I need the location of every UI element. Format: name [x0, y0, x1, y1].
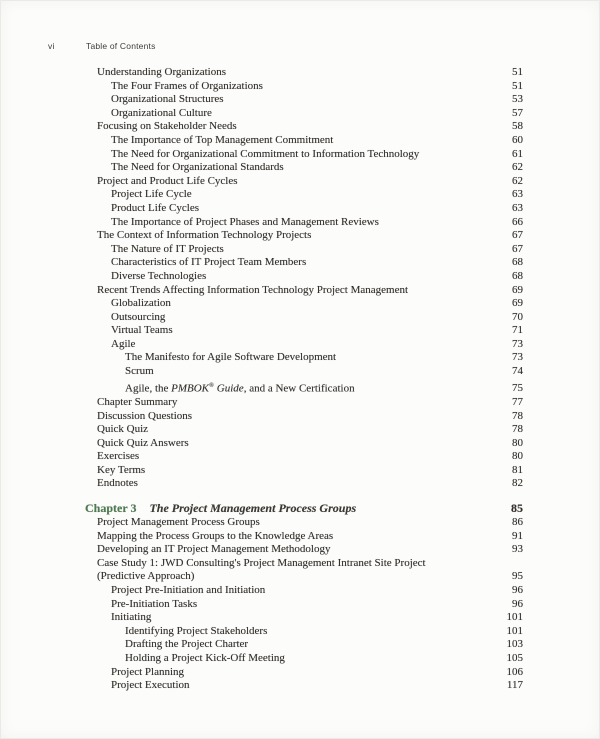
toc-entry-row: [85, 625, 523, 639]
toc-entry-title: Scrum: [125, 365, 154, 378]
chapter-title: The Project Management Process Groups: [149, 501, 357, 516]
toc-entry-page-number: 105: [506, 652, 523, 664]
toc-entry-row: [85, 256, 523, 270]
toc-entry-title: Quick Quiz: [97, 423, 149, 436]
toc-entry-row: [85, 611, 523, 625]
toc-entry-title: The Need for Organizational Standards: [111, 161, 284, 174]
toc-entry-title: Diverse Technologies: [111, 269, 207, 282]
toc-entry-title: Virtual Teams: [111, 324, 173, 337]
toc-entry-title-segment: PMBOK: [171, 382, 210, 395]
toc-entry-row: [85, 598, 523, 612]
toc-entry-row: [85, 107, 523, 121]
toc-entry-title: Chapter Summary: [97, 395, 178, 408]
toc-entry-title: Characteristics of IT Project Team Members: [111, 256, 307, 269]
toc-entry-title-segment: Agile, the: [125, 382, 172, 395]
toc-entry-row: [85, 161, 523, 175]
toc-entry-row: [85, 351, 523, 365]
toc-entry-page-number: 60: [512, 133, 523, 146]
toc-list: [85, 66, 523, 693]
toc-entry-page-number: 82: [512, 477, 523, 490]
toc-entry-row: [85, 311, 523, 325]
toc-entry-row: [85, 679, 523, 693]
toc-entry-page-number: 101: [506, 611, 523, 624]
toc-entry-page-number: 96: [512, 597, 523, 610]
toc-entry-page-number: 67: [512, 242, 523, 255]
toc-entry-title: Organizational Structures: [111, 93, 224, 106]
toc-entry-row: [85, 175, 523, 189]
toc-entry-row: [85, 338, 523, 352]
toc-entry-page-number: 73: [512, 351, 523, 364]
toc-entry-row: [85, 666, 523, 680]
toc-entry-row: [85, 66, 523, 80]
toc-entry-page-number: 80: [512, 450, 523, 463]
toc-entry-title: Agile: [111, 337, 136, 350]
toc-entry-row: [85, 570, 523, 584]
toc-entry-row: [85, 557, 523, 571]
toc-entry-row: [85, 80, 523, 94]
toc-chapter-row: [85, 500, 523, 516]
toc-entry-row: [85, 93, 523, 107]
toc-entry-title: Mapping the Process Groups to the Knowledge Areas: [97, 529, 334, 542]
toc-entry-page-number: 101: [506, 624, 523, 637]
toc-entry-title: Endnotes: [97, 477, 138, 490]
toc-entry-page-number: 70: [512, 310, 523, 323]
toc-entry-row: [85, 365, 523, 379]
toc-entry-title: Globalization: [111, 297, 171, 310]
toc-entry-title: Drafting the Project Charter: [125, 638, 249, 651]
toc-entry-page-number: 69: [512, 283, 523, 296]
toc-entry-page-number: 51: [512, 66, 523, 78]
toc-entry-row: [85, 464, 523, 478]
toc-entry-title: The Context of Information Technology Projects: [97, 229, 312, 242]
toc-entry-page-number: 96: [512, 584, 523, 597]
toc-entry-row: [85, 216, 523, 230]
toc-entry-page-number: 63: [512, 201, 523, 214]
toc-entry-page-number: 69: [512, 297, 523, 310]
toc-entry-row: [85, 437, 523, 451]
chapter-label: Chapter 3: [85, 501, 137, 516]
toc-entry-page-number: 78: [512, 423, 523, 436]
toc-entry-title: The Importance of Top Management Commitment: [111, 133, 334, 146]
toc-entry-row: [85, 134, 523, 148]
toc-entry-row: [85, 188, 523, 202]
toc-entry-page-number: 62: [512, 174, 523, 187]
toc-entry-page-number: 106: [506, 665, 523, 678]
toc-entry-page-number: 51: [512, 79, 523, 92]
folio-page-number: vi: [48, 41, 55, 51]
toc-entry-page-number: 77: [512, 395, 523, 408]
toc-entry-title: Identifying Project Stakeholders: [125, 624, 268, 637]
toc-entry-page-number: 63: [512, 188, 523, 201]
toc-entry-page-number: 81: [512, 463, 523, 476]
toc-entry-title: Pre-Initiation Tasks: [111, 597, 198, 610]
toc-entry-page-number: 73: [512, 337, 523, 350]
toc-entry-row: [85, 270, 523, 284]
toc-entry-page-number: 53: [512, 93, 523, 106]
toc-entry-page-number: 71: [512, 324, 523, 337]
toc-entry-row: [85, 638, 523, 652]
toc-entry-page-number: 78: [512, 409, 523, 422]
toc-entry-title: The Importance of Project Phases and Management Reviews: [111, 215, 379, 228]
toc-entry-row: [85, 396, 523, 410]
toc-entry-title: Discussion Questions: [97, 409, 193, 422]
toc-entry-page-number: 117: [506, 679, 523, 692]
toc-entry-page-number: 75: [512, 382, 523, 395]
toc-entry-title: Developing an IT Project Management Methodology: [97, 543, 331, 556]
toc-entry-row: [85, 450, 523, 464]
chapter-heading: [85, 500, 356, 516]
toc-entry-page-number: 103: [506, 638, 523, 651]
toc-entry-row: [85, 324, 523, 338]
toc-entry-title: Holding a Project Kick-Off Meeting: [125, 652, 285, 664]
section-gap: [85, 491, 523, 500]
toc-entry-page-number: 58: [512, 120, 523, 133]
toc-entry-row: [85, 148, 523, 162]
toc-entry-title: The Manifesto for Agile Software Development: [125, 351, 337, 364]
toc-entry-title-segment: Guide: [214, 382, 244, 395]
toc-entry-page-number: 95: [512, 570, 523, 583]
toc-entry-page-number: 68: [512, 269, 523, 282]
toc-entry-row: [85, 530, 523, 544]
toc-entry-row: [85, 297, 523, 311]
toc-entry-page-number: 91: [512, 529, 523, 542]
toc-entry-row: [85, 423, 523, 437]
toc-entry-row: [85, 120, 523, 134]
toc-entry-page-number: 57: [512, 106, 523, 119]
toc-entry-title: (Predictive Approach): [97, 570, 195, 583]
toc-entry-row: [85, 584, 523, 598]
toc-entry-title: Initiating: [111, 611, 152, 624]
toc-entry-title: The Nature of IT Projects: [111, 242, 224, 255]
toc-entry-row: [85, 652, 523, 666]
toc-entry-title: Project Life Cycle: [111, 188, 192, 201]
toc-entry-title: Key Terms: [97, 463, 146, 476]
toc-entry-title: Focusing on Stakeholder Needs: [97, 120, 237, 133]
toc-entry-title: Outsourcing: [111, 310, 166, 323]
toc-entry-title: Quick Quiz Answers: [97, 436, 189, 449]
toc-entry-title-segment: , and a New Certification: [243, 382, 355, 395]
toc-entry-title: Project Pre-Initiation and Initiation: [111, 584, 266, 597]
toc-entry-page-number: 80: [512, 436, 523, 449]
toc-entry-page-number: 86: [512, 516, 523, 529]
toc-entry-row: [85, 229, 523, 243]
toc-entry-row: [85, 477, 523, 491]
toc-entry-page-number: 68: [512, 256, 523, 269]
toc-entry-title: Project Management Process Groups: [97, 516, 260, 529]
toc-entry-title-segment: ®: [209, 381, 215, 389]
toc-entry-title: Exercises: [97, 450, 140, 463]
toc-entry-title: Organizational Culture: [111, 106, 212, 119]
toc-entry-title: Project and Product Life Cycles: [97, 174, 238, 187]
page-header: [48, 41, 156, 51]
toc-entry-row: [85, 516, 523, 530]
toc-entry-row: [85, 543, 523, 557]
toc-entry-row: [85, 202, 523, 216]
toc-entry-page-number: 67: [512, 229, 523, 242]
toc-entry-title: Project Execution: [111, 679, 190, 692]
toc-entry-page-number: 62: [512, 161, 523, 174]
toc-entry-title: Project Planning: [111, 665, 185, 678]
toc-entry-row: [85, 410, 523, 424]
toc-entry-row: [85, 243, 523, 257]
toc-entry-page-number: 74: [512, 365, 523, 378]
toc-entry-title: Understanding Organizations: [97, 66, 227, 78]
toc-entry-title: Recent Trends Affecting Information Technology Project Management: [97, 283, 409, 296]
toc-entry-page-number: 61: [512, 147, 523, 160]
toc-entry-title: The Need for Organizational Commitment to Information Technology: [111, 147, 420, 160]
running-header-title: Table of Contents: [86, 41, 156, 51]
toc-entry-title: Product Life Cycles: [111, 201, 199, 214]
toc-entry-title: [85, 379, 355, 396]
toc-entry-row: [85, 284, 523, 298]
toc-entry-page-number: 93: [512, 543, 523, 556]
toc-entry-page-number: 85: [511, 501, 523, 516]
toc-entry-title: The Four Frames of Organizations: [111, 79, 263, 92]
toc-entry-row: [85, 379, 523, 396]
toc-entry-title: Case Study 1: JWD Consulting's Project Management Intranet Site Project: [97, 556, 426, 569]
toc-entry-page-number: 66: [512, 215, 523, 228]
